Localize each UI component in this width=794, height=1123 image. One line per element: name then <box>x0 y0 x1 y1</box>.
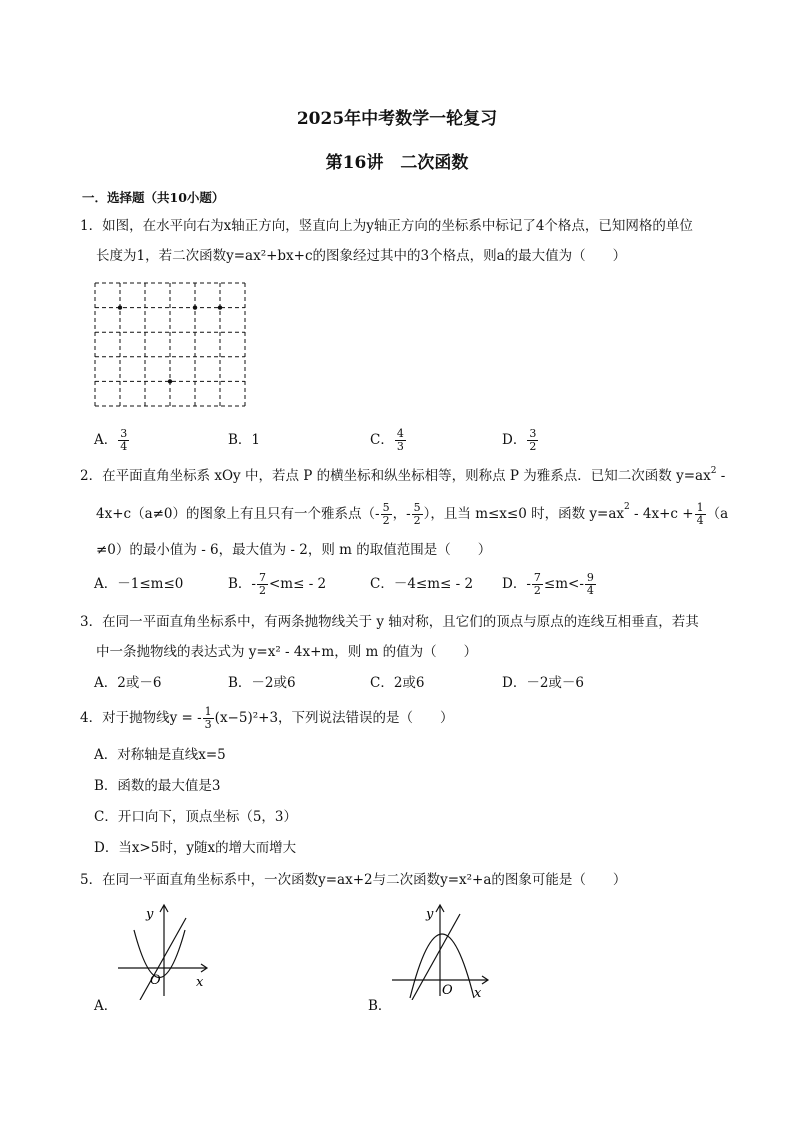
q4-stem: 4．对于抛物线y = - $\frac{1}{3}$ (x−5)²+3，下列说法错误的是（ ） <box>80 705 454 731</box>
q4-option-a[interactable]: A．对称轴是直线x=5 <box>94 747 226 763</box>
q4-option-b[interactable]: B．函数的最大值是3 <box>94 778 221 794</box>
grid-point <box>193 305 197 309</box>
q4-option-d[interactable]: D．当x>5时，y随x的增大而增大 <box>94 840 297 856</box>
svg-text:y: y <box>146 907 154 922</box>
q1-line1: 1．如图，在水平向右为x轴正方向，竖直向上为y轴正方向的坐标系中标记了4个格点，已知网格的单位 <box>80 218 693 234</box>
q2-line2: 4x+c（a≠0）的图象上有且只有一个雅系点（- $\frac{5}{2}$ ，- $\frac{5}{2}$ ），且当 m≤x≤0 时，函数 $y=ax^2 - 4x+c$ + $\frac{1}{4}$ （a <box>96 501 729 527</box>
grid-point <box>218 305 222 309</box>
q1-option-a[interactable]: A． $\frac{3}{4}$ <box>94 427 128 453</box>
page-subtitle: 第16讲 二次函数 <box>325 153 469 173</box>
q2-option-d[interactable]: D．- $\frac{7}{2}$ ≤m<- $\frac{9}{4}$ <box>502 571 594 597</box>
svg-text:x: x <box>474 986 482 1000</box>
q5-option-a-label[interactable]: A． <box>94 998 118 1014</box>
q3-line2: 中一条抛物线的表达式为 y=x² - 4x+m，则 m 的值为（ ） <box>96 644 478 660</box>
q3-option-c[interactable]: C．2或6 <box>370 675 425 691</box>
q1-option-b[interactable]: B．1 <box>228 432 261 448</box>
q4-option-c[interactable]: C．开口向下，顶点坐标（5，3） <box>94 809 298 825</box>
svg-text:O: O <box>442 983 453 998</box>
svg-text:O: O <box>150 973 161 988</box>
q5-stem: 5．在同一平面直角坐标系中，一次函数y=ax+2与二次函数y=x²+a的图象可能是（ ） <box>80 872 627 888</box>
page-title: 2025年中考数学一轮复习 <box>296 109 498 129</box>
q3-option-d[interactable]: D．－2或－6 <box>502 675 585 691</box>
q3-option-a[interactable]: A．2或－6 <box>94 675 162 691</box>
grid-lines <box>95 283 245 406</box>
grid-point <box>168 379 172 383</box>
q1-grid-figure <box>94 282 248 408</box>
q5-option-b-label[interactable]: B． <box>368 998 392 1014</box>
q2-line3: ≠0）的最小值为 - 6，最大值为 - 2，则 m 的取值范围是（ ） <box>96 542 492 558</box>
q2-option-c[interactable]: C．－4≤m≤ - 2 <box>370 576 474 592</box>
q1-option-c[interactable]: C． $\frac{4}{3}$ <box>370 427 404 453</box>
svg-text:y: y <box>426 907 434 922</box>
svg-text:x: x <box>196 975 204 990</box>
q3-option-b[interactable]: B．－2或6 <box>228 675 296 691</box>
grid-point <box>118 305 122 309</box>
q2-option-a[interactable]: A．－1≤m≤0 <box>94 576 184 592</box>
q3-line1: 3．在同一平面直角坐标系中，有两条抛物线关于 y 轴对称，且它们的顶点与原点的连线互相垂直，若其 <box>80 614 699 630</box>
q2-option-b[interactable]: B．- $\frac{7}{2}$ <m≤ - 2 <box>228 571 327 597</box>
section-heading: 一．选择题（共10小题） <box>82 190 225 205</box>
q1-option-d[interactable]: D． $\frac{3}{2}$ <box>502 427 537 453</box>
q5-figure-b <box>388 900 498 1000</box>
q1-line2: 长度为1，若二次函数y=ax²+bx+c的图象经过其中的3个格点，则a的最大值为（ ） <box>96 248 627 264</box>
q5-figure-a <box>112 900 212 1000</box>
q2-line1: 2．在平面直角坐标系 xOy 中，若点 P 的横坐标和纵坐标相等，则称点 P 为雅系点．已知二次函数 $y=ax^2$ - <box>80 466 726 484</box>
